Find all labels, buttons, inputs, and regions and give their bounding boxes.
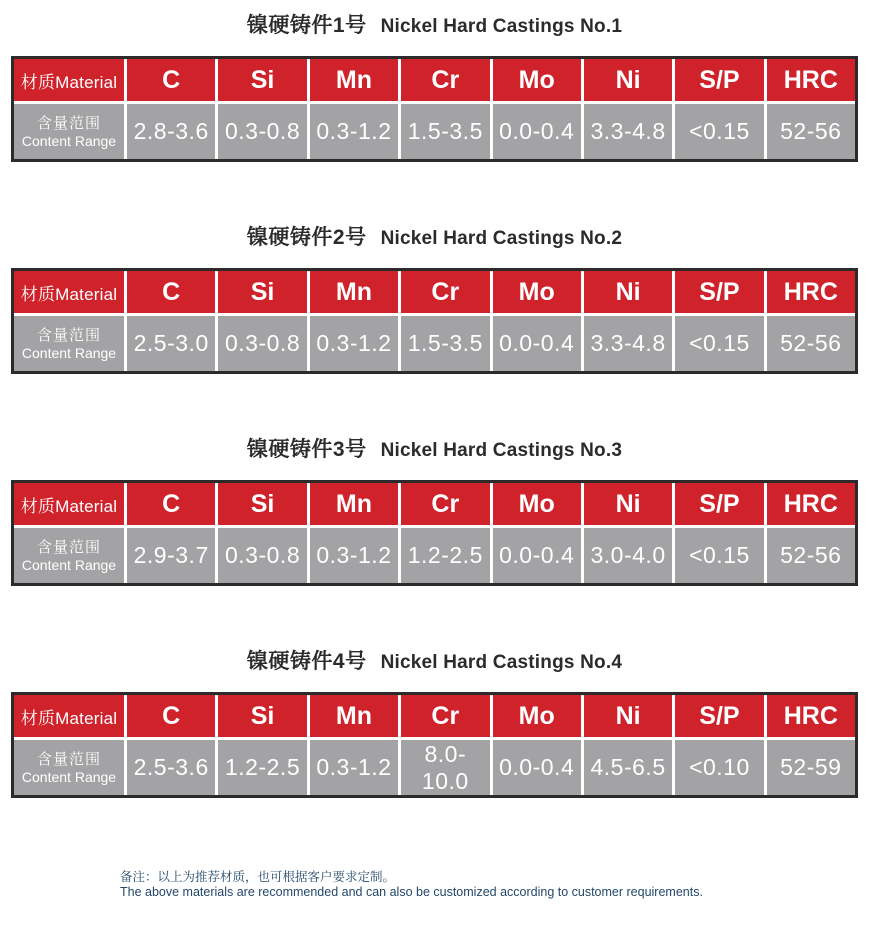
element-header-cell: Mo [490, 483, 581, 528]
material-header-cell: 材质Material [14, 483, 124, 528]
material-header-cell: 材质Material [14, 59, 124, 104]
content-range-zh: 含量范围 [36, 326, 101, 344]
element-header-cell: Cr [398, 59, 489, 104]
element-header-cell: Si [215, 695, 306, 740]
content-range-en: Content Range [21, 132, 117, 149]
header-row [14, 59, 855, 104]
element-header-cell: Cr [398, 271, 489, 316]
value-cell: 3.3-4.8 [581, 104, 672, 159]
spec-table [11, 56, 858, 162]
element-header-cell: S/P [672, 695, 763, 740]
value-cell: <0.15 [672, 316, 763, 371]
value-cell: 1.2-2.5 [398, 528, 489, 583]
element-header-cell: Mn [307, 695, 398, 740]
content-range-en: Content Range [21, 556, 117, 573]
element-header-cell: C [124, 483, 215, 528]
value-cell: 2.8-3.6 [124, 104, 215, 159]
element-header-cell: Ni [581, 483, 672, 528]
value-cell: 0.3-0.8 [215, 104, 306, 159]
header-row [14, 695, 855, 740]
spec-table [11, 692, 858, 798]
value-cell: 2.5-3.0 [124, 316, 215, 371]
element-header-cell: C [124, 695, 215, 740]
element-header-cell: Cr [398, 483, 489, 528]
content-range-label-cell [14, 316, 124, 371]
value-cell: 0.0-0.4 [490, 528, 581, 583]
value-cell: 0.3-1.2 [307, 740, 398, 795]
value-cell: 0.0-0.4 [490, 316, 581, 371]
spec-table [11, 480, 858, 586]
spec-table [11, 268, 858, 374]
element-header-cell: HRC [764, 271, 855, 316]
table-title-zh: 镍硬铸件2号 [246, 226, 367, 249]
content-range-label-cell [14, 740, 124, 795]
table-title-en: Nickel Hard Castings No.2 [380, 228, 623, 249]
content-range-en: Content Range [21, 344, 117, 361]
header-row [14, 271, 855, 316]
value-cell: 3.0-4.0 [581, 528, 672, 583]
section-castings-no2 [11, 225, 858, 374]
table-title-zh: 镍硬铸件4号 [246, 650, 367, 673]
content-range-zh: 含量范围 [36, 538, 101, 556]
table-title-en: Nickel Hard Castings No.1 [380, 16, 623, 37]
element-header-cell: Mo [490, 59, 581, 104]
data-row [14, 316, 855, 371]
value-cell: 3.3-4.8 [581, 316, 672, 371]
element-header-cell: Si [215, 59, 306, 104]
value-cell: 0.0-0.4 [490, 104, 581, 159]
content-range-label-cell [14, 104, 124, 159]
table-title [11, 13, 858, 40]
element-header-cell: Si [215, 271, 306, 316]
value-cell: 0.3-0.8 [215, 316, 306, 371]
value-cell: <0.10 [672, 740, 763, 795]
value-cell: 52-56 [764, 528, 855, 583]
element-header-cell: C [124, 59, 215, 104]
element-header-cell: S/P [672, 271, 763, 316]
value-cell: 52-59 [764, 740, 855, 795]
section-castings-no1 [11, 13, 858, 162]
table-title-en: Nickel Hard Castings No.4 [380, 652, 623, 673]
value-cell: 0.0-0.4 [490, 740, 581, 795]
element-header-cell: Mn [307, 271, 398, 316]
value-cell: 52-56 [764, 104, 855, 159]
table-title [11, 225, 858, 252]
table-title-zh: 镍硬铸件3号 [246, 438, 367, 461]
content-range-zh: 含量范围 [36, 114, 101, 132]
value-cell: 0.3-1.2 [307, 316, 398, 371]
element-header-cell: Mn [307, 59, 398, 104]
value-cell: 0.3-1.2 [307, 104, 398, 159]
content-range-zh: 含量范围 [36, 750, 101, 768]
element-header-cell: Ni [581, 695, 672, 740]
footer-note [120, 870, 869, 900]
value-cell: 4.5-6.5 [581, 740, 672, 795]
section-castings-no4 [11, 649, 858, 798]
value-cell: 1.5-3.5 [398, 104, 489, 159]
element-header-cell: HRC [764, 483, 855, 528]
content-range-label-cell [14, 528, 124, 583]
footer-note-zh: 备注：以上为推荐材质，也可根据客户要求定制。 [120, 870, 396, 884]
table-title [11, 437, 858, 464]
element-header-cell: Ni [581, 271, 672, 316]
element-header-cell: S/P [672, 483, 763, 528]
value-cell: 2.9-3.7 [124, 528, 215, 583]
element-header-cell: Mo [490, 271, 581, 316]
element-header-cell: Cr [398, 695, 489, 740]
value-cell: <0.15 [672, 528, 763, 583]
section-castings-no3 [11, 437, 858, 586]
header-row [14, 483, 855, 528]
value-cell: 0.3-1.2 [307, 528, 398, 583]
value-cell: 1.2-2.5 [215, 740, 306, 795]
material-header-cell: 材质Material [14, 695, 124, 740]
element-header-cell: S/P [672, 59, 763, 104]
value-cell: <0.15 [672, 104, 763, 159]
value-cell: 52-56 [764, 316, 855, 371]
data-row [14, 528, 855, 583]
element-header-cell: Si [215, 483, 306, 528]
table-title-en: Nickel Hard Castings No.3 [380, 440, 623, 461]
footer-note-en: The above materials are recommended and can also be customized according to customer requirements. [120, 885, 703, 899]
table-title-zh: 镍硬铸件1号 [246, 14, 367, 37]
element-header-cell: Mn [307, 483, 398, 528]
element-header-cell: HRC [764, 59, 855, 104]
value-cell: 2.5-3.6 [124, 740, 215, 795]
content-range-en: Content Range [21, 768, 117, 785]
value-cell: 8.0-10.0 [398, 740, 489, 795]
table-title [11, 649, 858, 676]
value-cell: 0.3-0.8 [215, 528, 306, 583]
element-header-cell: C [124, 271, 215, 316]
element-header-cell: HRC [764, 695, 855, 740]
element-header-cell: Ni [581, 59, 672, 104]
value-cell: 1.5-3.5 [398, 316, 489, 371]
material-header-cell: 材质Material [14, 271, 124, 316]
element-header-cell: Mo [490, 695, 581, 740]
data-row [14, 104, 855, 159]
data-row [14, 740, 855, 795]
